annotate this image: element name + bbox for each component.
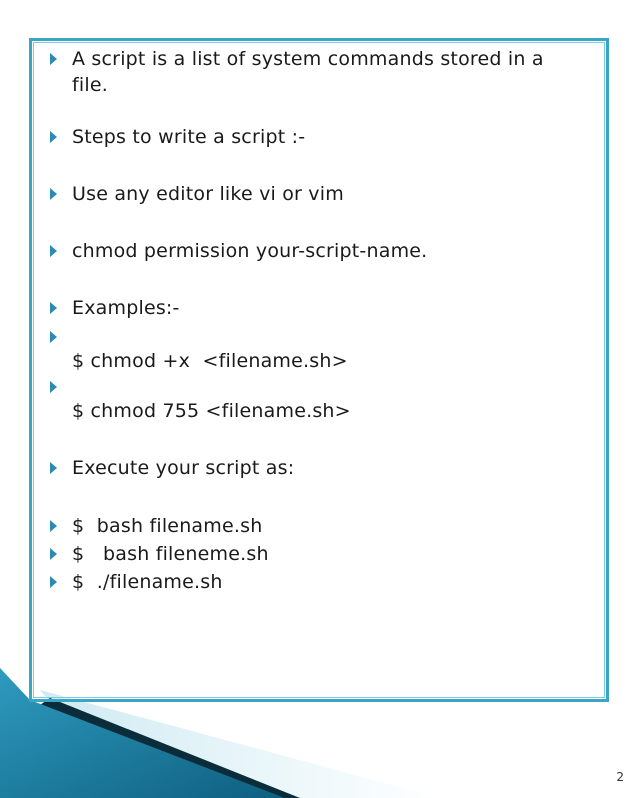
triangle-right-icon — [50, 131, 57, 143]
bullet-text: $ bash fileneme.sh — [72, 543, 269, 565]
page-number: 2 — [616, 770, 624, 784]
bullet-text: Examples:- — [72, 297, 180, 319]
triangle-right-icon — [50, 245, 57, 257]
triangle-right-icon — [50, 462, 57, 474]
bullet-text: chmod permission your-script-name. — [72, 240, 428, 262]
bullet-text: Steps to write a script :- — [72, 126, 306, 148]
triangle-right-icon — [50, 576, 57, 588]
triangle-right-icon — [50, 302, 57, 314]
bullet-text: $ chmod 755 <filename.sh> — [72, 400, 351, 422]
bullet-text: Use any editor like vi or vim — [72, 183, 344, 205]
triangle-right-icon — [50, 53, 57, 65]
bullet-text: $ bash filename.sh — [72, 515, 263, 537]
triangle-right-icon — [50, 331, 57, 343]
triangle-right-icon — [50, 188, 57, 200]
bullet-text: Execute your script as: — [72, 457, 295, 479]
triangle-right-icon — [50, 381, 57, 393]
bullet-text: A script is a list of system commands stored in a file. — [72, 48, 544, 96]
triangle-right-icon — [50, 520, 57, 532]
bullet-text: $ chmod +x <filename.sh> — [72, 350, 348, 372]
triangle-right-icon — [50, 548, 57, 560]
bullet-text: $ ./filename.sh — [72, 571, 223, 593]
